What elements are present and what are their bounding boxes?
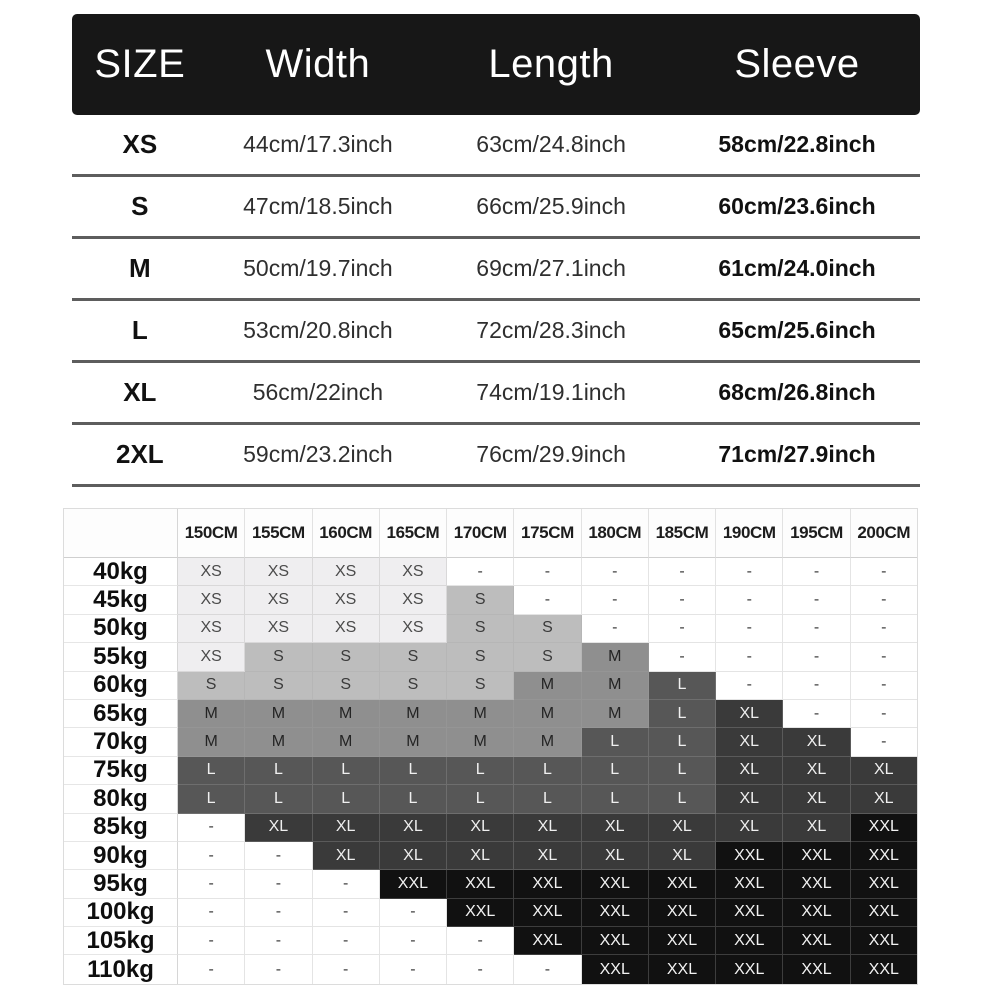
width-value: 50cm/19.7inch — [243, 255, 393, 281]
recommended-size-cell: XXL — [851, 842, 917, 870]
recommended-size-cell: XS — [313, 586, 380, 614]
empty-cell: - — [380, 927, 447, 955]
recommended-size-cell: XXL — [514, 870, 581, 898]
height-header-cell: 170CM — [447, 509, 514, 558]
empty-cell: - — [245, 955, 312, 983]
recommended-size-cell: S — [514, 643, 581, 671]
size-measurement-table — [72, 14, 920, 487]
recommended-size-cell: S — [447, 586, 514, 614]
recommended-size-cell: XXL — [783, 899, 850, 927]
sleeve-value: 58cm/22.8inch — [718, 131, 876, 157]
sleeve-value: 68cm/26.8inch — [718, 379, 876, 405]
height-header-cell: 155CM — [245, 509, 312, 558]
recommended-size-cell: M — [313, 728, 380, 756]
recommended-size-cell: M — [178, 700, 245, 728]
size-table-row — [72, 363, 920, 425]
empty-cell: - — [245, 870, 312, 898]
weight-label: 60kg — [64, 672, 178, 700]
recommended-size-cell: XL — [851, 785, 917, 813]
recommended-size-cell: XS — [380, 558, 447, 586]
empty-cell: - — [313, 899, 380, 927]
recommended-size-cell: M — [582, 672, 649, 700]
recommended-size-cell: XXL — [649, 870, 716, 898]
recommended-size-cell: M — [178, 728, 245, 756]
recommended-size-cell: S — [313, 672, 380, 700]
header-sleeve: Sleeve — [734, 42, 860, 86]
recommended-size-cell: M — [313, 700, 380, 728]
empty-cell: - — [716, 615, 783, 643]
empty-cell: - — [851, 615, 917, 643]
recommended-size-cell: XL — [783, 757, 850, 785]
sleeve-value: 60cm/23.6inch — [718, 193, 876, 219]
empty-cell: - — [783, 643, 850, 671]
recommended-size-cell: XS — [178, 586, 245, 614]
length-value: 69cm/27.1inch — [476, 255, 626, 281]
empty-cell: - — [851, 643, 917, 671]
recommended-size-cell: XXL — [851, 870, 917, 898]
recommended-size-cell: XXL — [447, 899, 514, 927]
recommended-size-cell: XL — [783, 814, 850, 842]
size-table-header — [72, 14, 920, 115]
recommended-size-cell: M — [245, 728, 312, 756]
matrix-row — [64, 955, 917, 983]
size-table-row — [72, 239, 920, 301]
recommended-size-cell: L — [178, 757, 245, 785]
recommended-size-cell: L — [649, 728, 716, 756]
recommended-size-cell: M — [582, 700, 649, 728]
empty-cell: - — [514, 955, 581, 983]
empty-cell: - — [178, 814, 245, 842]
recommended-size-cell: XXL — [851, 927, 917, 955]
recommended-size-cell: XXL — [851, 899, 917, 927]
recommended-size-cell: S — [514, 615, 581, 643]
width-value: 53cm/20.8inch — [243, 317, 393, 343]
recommended-size-cell: XL — [649, 814, 716, 842]
empty-cell: - — [178, 955, 245, 983]
weight-label: 95kg — [64, 870, 178, 898]
empty-cell: - — [649, 558, 716, 586]
recommended-size-cell: XL — [851, 757, 917, 785]
empty-cell: - — [514, 586, 581, 614]
weight-label: 50kg — [64, 615, 178, 643]
recommended-size-cell: L — [380, 785, 447, 813]
empty-cell: - — [245, 842, 312, 870]
recommended-size-cell: XXL — [783, 955, 850, 983]
size-table-row — [72, 177, 920, 239]
empty-cell: - — [649, 586, 716, 614]
recommended-size-cell: XL — [514, 842, 581, 870]
empty-cell: - — [851, 672, 917, 700]
recommended-size-cell: XXL — [851, 955, 917, 983]
empty-cell: - — [716, 672, 783, 700]
empty-cell: - — [514, 558, 581, 586]
height-header-cell: 160CM — [313, 509, 380, 558]
recommended-size-cell: XL — [245, 814, 312, 842]
recommended-size-cell: L — [447, 757, 514, 785]
size-table-row — [72, 115, 920, 177]
empty-cell: - — [649, 643, 716, 671]
weight-label: 40kg — [64, 558, 178, 586]
empty-cell: - — [313, 927, 380, 955]
recommended-size-cell: L — [447, 785, 514, 813]
recommended-size-cell: L — [514, 785, 581, 813]
recommended-size-cell: XL — [716, 700, 783, 728]
recommended-size-cell: XXL — [783, 927, 850, 955]
height-header-cell: 200CM — [851, 509, 917, 558]
width-value: 44cm/17.3inch — [243, 131, 393, 157]
empty-cell: - — [783, 558, 850, 586]
matrix-row — [64, 558, 917, 586]
sleeve-value: 65cm/25.6inch — [718, 317, 876, 343]
recommended-size-cell: XL — [380, 814, 447, 842]
recommended-size-cell: XS — [245, 558, 312, 586]
recommended-size-cell: XXL — [716, 955, 783, 983]
length-value: 63cm/24.8inch — [476, 131, 626, 157]
recommended-size-cell: XS — [380, 586, 447, 614]
empty-cell: - — [380, 955, 447, 983]
recommended-size-cell: XXL — [582, 870, 649, 898]
recommended-size-cell: L — [649, 672, 716, 700]
recommended-size-cell: XXL — [514, 899, 581, 927]
size-label: L — [131, 315, 148, 345]
weight-label: 100kg — [64, 899, 178, 927]
matrix-row — [64, 586, 917, 614]
recommended-size-cell: XXL — [783, 842, 850, 870]
matrix-row — [64, 757, 917, 785]
recommended-size-cell: XL — [716, 814, 783, 842]
recommended-size-cell: XS — [313, 615, 380, 643]
matrix-row — [64, 785, 917, 813]
empty-cell: - — [783, 586, 850, 614]
recommended-size-cell: XL — [716, 757, 783, 785]
matrix-row — [64, 927, 917, 955]
recommended-size-cell: XS — [178, 615, 245, 643]
width-value: 59cm/23.2inch — [243, 441, 393, 467]
empty-cell: - — [649, 615, 716, 643]
matrix-corner-cell — [64, 509, 178, 558]
recommended-size-cell: L — [245, 785, 312, 813]
empty-cell: - — [313, 870, 380, 898]
empty-cell: - — [245, 899, 312, 927]
empty-cell: - — [245, 927, 312, 955]
recommended-size-cell: XS — [313, 558, 380, 586]
matrix-row — [64, 870, 917, 898]
empty-cell: - — [851, 728, 917, 756]
recommended-size-cell: M — [514, 728, 581, 756]
size-table-row — [72, 425, 920, 487]
recommended-size-cell: XXL — [716, 927, 783, 955]
header-width: Width — [265, 42, 371, 86]
recommended-size-cell: L — [380, 757, 447, 785]
matrix-row — [64, 700, 917, 728]
recommended-size-cell: XXL — [380, 870, 447, 898]
weight-label: 70kg — [64, 728, 178, 756]
recommended-size-cell: XXL — [447, 870, 514, 898]
recommended-size-cell: XS — [380, 615, 447, 643]
empty-cell: - — [582, 586, 649, 614]
length-value: 66cm/25.9inch — [476, 193, 626, 219]
recommended-size-cell: S — [447, 615, 514, 643]
height-header-cell: 150CM — [178, 509, 245, 558]
size-table-row — [72, 301, 920, 363]
size-label: 2XL — [115, 439, 164, 469]
recommended-size-cell: L — [582, 757, 649, 785]
recommended-size-cell: XL — [313, 842, 380, 870]
recommended-size-cell: L — [313, 785, 380, 813]
header-size: SIZE — [94, 42, 186, 86]
empty-cell: - — [851, 586, 917, 614]
recommended-size-cell: M — [245, 700, 312, 728]
recommended-size-cell: M — [380, 728, 447, 756]
empty-cell: - — [447, 927, 514, 955]
recommended-size-cell: L — [582, 728, 649, 756]
recommended-size-cell: XS — [178, 558, 245, 586]
sleeve-value: 61cm/24.0inch — [718, 255, 876, 281]
recommended-size-cell: M — [447, 700, 514, 728]
recommended-size-cell: S — [447, 672, 514, 700]
recommended-size-cell: S — [447, 643, 514, 671]
empty-cell: - — [716, 643, 783, 671]
recommended-size-cell: L — [514, 757, 581, 785]
recommended-size-cell: XXL — [582, 955, 649, 983]
empty-cell: - — [380, 899, 447, 927]
recommended-size-cell: XXL — [716, 842, 783, 870]
recommended-size-cell: XL — [582, 842, 649, 870]
empty-cell: - — [851, 700, 917, 728]
size-label: M — [129, 253, 151, 283]
empty-cell: - — [447, 558, 514, 586]
empty-cell: - — [313, 955, 380, 983]
recommended-size-cell: XS — [245, 586, 312, 614]
empty-cell: - — [178, 899, 245, 927]
recommended-size-cell: L — [649, 757, 716, 785]
height-header-cell: 195CM — [783, 509, 850, 558]
empty-cell: - — [783, 672, 850, 700]
recommended-size-cell: S — [245, 643, 312, 671]
recommended-size-cell: XXL — [851, 814, 917, 842]
recommended-size-cell: XXL — [716, 899, 783, 927]
empty-cell: - — [447, 955, 514, 983]
weight-label: 75kg — [64, 757, 178, 785]
length-value: 76cm/29.9inch — [476, 441, 626, 467]
recommended-size-cell: XXL — [582, 927, 649, 955]
recommended-size-cell: L — [245, 757, 312, 785]
recommended-size-cell: M — [380, 700, 447, 728]
recommended-size-cell: L — [649, 785, 716, 813]
empty-cell: - — [178, 842, 245, 870]
recommended-size-cell: XL — [783, 785, 850, 813]
weight-label: 105kg — [64, 927, 178, 955]
recommended-size-cell: S — [380, 672, 447, 700]
recommended-size-cell: XL — [716, 728, 783, 756]
recommended-size-cell: XL — [514, 814, 581, 842]
empty-cell: - — [851, 558, 917, 586]
weight-label: 85kg — [64, 814, 178, 842]
recommended-size-cell: M — [514, 700, 581, 728]
recommended-size-cell: XL — [447, 814, 514, 842]
matrix-row — [64, 814, 917, 842]
recommended-size-cell: XL — [380, 842, 447, 870]
recommended-size-cell: M — [514, 672, 581, 700]
recommended-size-cell: XXL — [783, 870, 850, 898]
matrix-row — [64, 615, 917, 643]
recommended-size-cell: XL — [582, 814, 649, 842]
recommended-size-cell: XS — [245, 615, 312, 643]
recommended-size-cell: L — [313, 757, 380, 785]
sleeve-value: 71cm/27.9inch — [718, 441, 876, 467]
header-length: Length — [488, 42, 614, 86]
recommended-size-cell: XL — [783, 728, 850, 756]
empty-cell: - — [783, 700, 850, 728]
empty-cell: - — [582, 615, 649, 643]
length-value: 74cm/19.1inch — [476, 379, 626, 405]
recommended-size-cell: XL — [649, 842, 716, 870]
matrix-row — [64, 643, 917, 671]
width-value: 56cm/22inch — [252, 379, 384, 405]
empty-cell: - — [716, 586, 783, 614]
height-weight-matrix — [63, 508, 918, 985]
matrix-row — [64, 899, 917, 927]
matrix-row — [64, 728, 917, 756]
matrix-body — [64, 558, 917, 984]
recommended-size-cell: XL — [313, 814, 380, 842]
recommended-size-cell: XXL — [716, 870, 783, 898]
height-header-cell: 185CM — [649, 509, 716, 558]
size-label: XS — [122, 129, 158, 159]
matrix-header-row — [64, 509, 917, 558]
recommended-size-cell: XL — [716, 785, 783, 813]
weight-label: 80kg — [64, 785, 178, 813]
height-header-cell: 190CM — [716, 509, 783, 558]
size-label: S — [131, 191, 149, 221]
weight-label: 55kg — [64, 643, 178, 671]
recommended-size-cell: XXL — [649, 899, 716, 927]
recommended-size-cell: L — [582, 785, 649, 813]
recommended-size-cell: S — [380, 643, 447, 671]
recommended-size-cell: XL — [447, 842, 514, 870]
length-value: 72cm/28.3inch — [476, 317, 626, 343]
size-label: XL — [123, 377, 157, 407]
recommended-size-cell: XXL — [514, 927, 581, 955]
recommended-size-cell: S — [245, 672, 312, 700]
empty-cell: - — [178, 927, 245, 955]
empty-cell: - — [783, 615, 850, 643]
recommended-size-cell: L — [649, 700, 716, 728]
recommended-size-cell: XXL — [649, 927, 716, 955]
weight-label: 65kg — [64, 700, 178, 728]
recommended-size-cell: S — [313, 643, 380, 671]
weight-label: 90kg — [64, 842, 178, 870]
empty-cell: - — [178, 870, 245, 898]
weight-label: 110kg — [64, 955, 178, 983]
matrix-row — [64, 672, 917, 700]
recommended-size-cell: XS — [178, 643, 245, 671]
recommended-size-cell: S — [178, 672, 245, 700]
height-header-cell: 165CM — [380, 509, 447, 558]
width-value: 47cm/18.5inch — [243, 193, 393, 219]
height-header-cell: 180CM — [582, 509, 649, 558]
recommended-size-cell: XXL — [649, 955, 716, 983]
height-header-cell: 175CM — [514, 509, 581, 558]
recommended-size-cell: XXL — [582, 899, 649, 927]
recommended-size-cell: M — [582, 643, 649, 671]
empty-cell: - — [582, 558, 649, 586]
empty-cell: - — [716, 558, 783, 586]
matrix-row — [64, 842, 917, 870]
recommended-size-cell: L — [178, 785, 245, 813]
recommended-size-cell: M — [447, 728, 514, 756]
weight-label: 45kg — [64, 586, 178, 614]
